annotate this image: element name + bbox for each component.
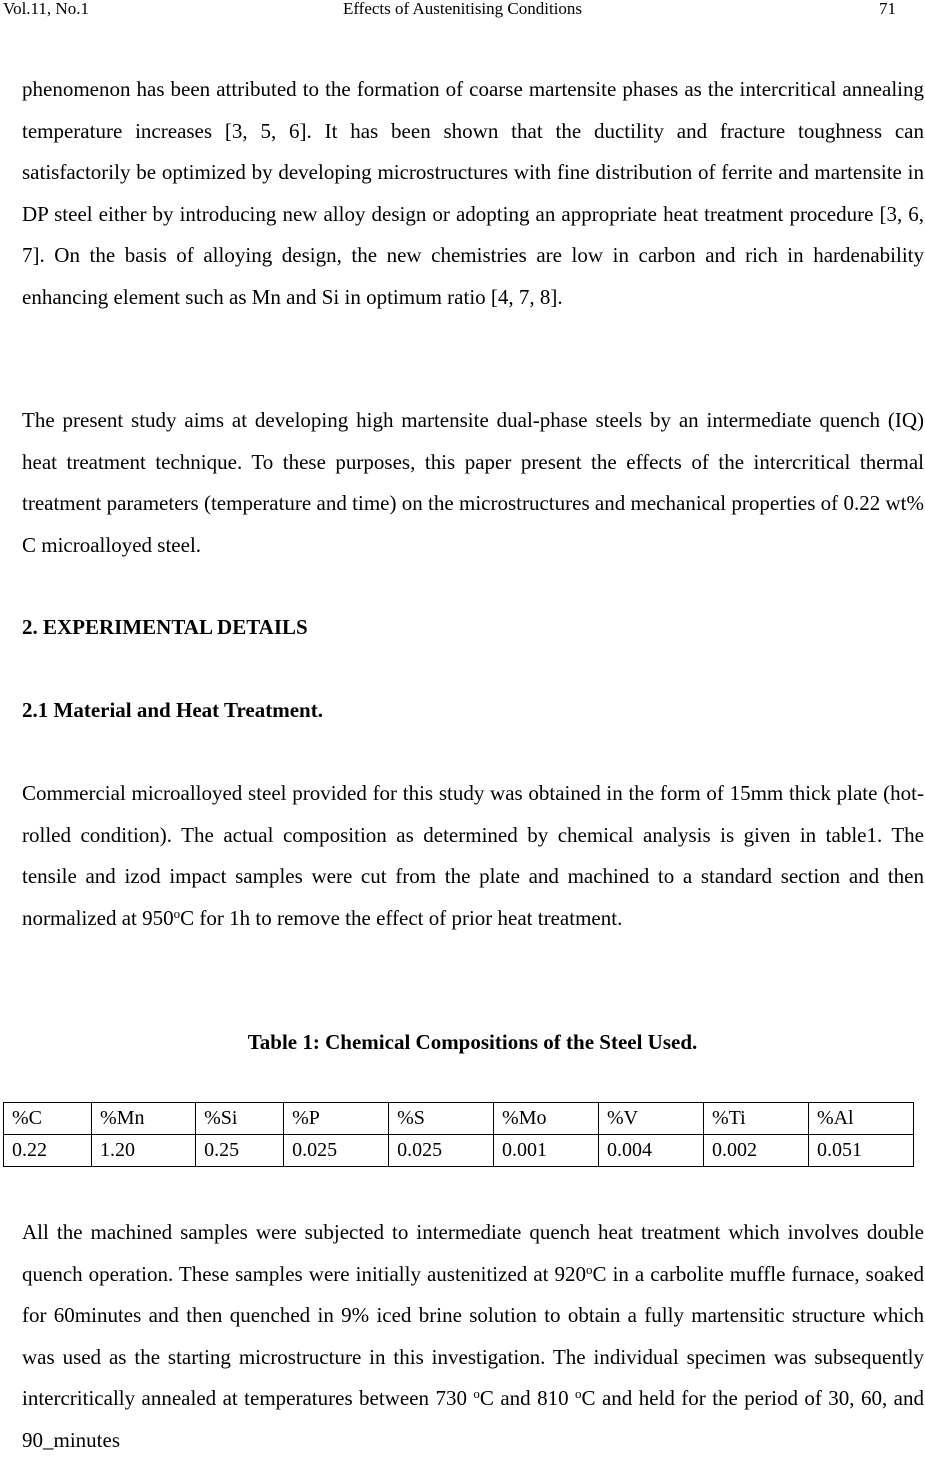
page-number: 71 (879, 0, 896, 18)
paragraph-3-text-b: C for 1h to remove the effect of prior heat treatment. (180, 905, 623, 930)
table-cell: 0.25 (196, 1135, 284, 1167)
degree-superscript: o (575, 1386, 582, 1401)
paragraph-2: The present study aims at developing high martensite dual-phase steels by an intermediate quench (IQ) heat treatment technique. To these purposes, this paper present the effects of the intercritical thermal treatment parameters (temperature and time) on the microstructures and mechanical properties of 0.22 wt% C microalloyed steel. (22, 408, 924, 557)
table-header-cell: %Ti (703, 1103, 808, 1135)
degree-superscript: o (586, 1261, 593, 1277)
table-cell: 0.001 (494, 1135, 599, 1167)
paragraph-1: phenomenon has been attributed to the formation of coarse martensite phases as the intercritical annealing temperature increases [3, 5, 6]. It has been shown that the ductility and fracture toughness can satisfactorily be optimized by developing microstructures with fine distribution of ferrite and martensite in DP steel either by introducing new alloy design or adopting an appropriate heat treatment procedure [3, 6, 7]. On the basis of alloying design, the new chemistries are low in carbon and rich in hardenability enhancing element such as Mn and Si in optimum ratio [4, 7, 8]. (22, 77, 924, 309)
running-header (0, 0, 925, 22)
table-cell: 0.025 (389, 1135, 494, 1167)
degree-superscript: o (173, 905, 181, 921)
section-heading-block (22, 607, 924, 649)
table-row (4, 1135, 914, 1167)
paragraph-4-text-a: All the machined samples were subjected to intermediate quench heat treatment which involves double quench operation. These samples were initially austenitized at 920 (22, 1220, 924, 1286)
table-header-cell: %Al (808, 1103, 913, 1135)
paragraph-3 (22, 773, 924, 939)
paragraph-4 (22, 1212, 924, 1461)
subsection-heading-block (22, 690, 924, 732)
table-cell: 0.22 (4, 1135, 92, 1167)
paragraph-4-text-b: C in a carbolite muffle furnace, soaked for 60minutes and then quenched in 9% iced brine solution to obtain a fully martensitic structure which was used as the starting microstructure in this investigation. The individual specimen was subsequently intercritically annealed at temperatures between 730 (22, 1261, 924, 1410)
table-cell: 0.004 (599, 1135, 704, 1167)
degree-superscript: o (473, 1386, 480, 1401)
paragraph-3-block (22, 773, 924, 939)
running-title: Effects of Austenitising Conditions (342, 0, 583, 18)
paragraph-2-block (22, 400, 924, 566)
table-cell: 0.002 (703, 1135, 808, 1167)
journal-volume: Vol.11, No.1 (3, 0, 89, 18)
table-header-cell: %S (389, 1103, 494, 1135)
table-cell: 0.025 (284, 1135, 389, 1167)
table-header-cell: %Mo (494, 1103, 599, 1135)
chemical-composition-table (3, 1102, 914, 1167)
paragraph-1-block (22, 69, 924, 318)
paragraph-4-text-c: C and 810 (479, 1386, 576, 1410)
paragraph-4-text-d: C and held for the period of 30, 60, and 90_minutes (22, 1386, 924, 1452)
table-header-row (4, 1103, 914, 1135)
subsection-heading: 2.1 Material and Heat Treatment. (22, 698, 323, 722)
paragraph-3-text-a: Commercial microalloyed steel provided for this study was obtained in the form of 15mm thick plate (hot-rolled condition). The actual composition as determined by chemical analysis is given in table1. The tensile and izod impact samples were cut from the plate and machined to a standard section and then normalized at 950 (22, 781, 924, 930)
table-header-cell: %Mn (92, 1103, 196, 1135)
table-header-cell: %C (4, 1103, 92, 1135)
table-header-cell: %P (284, 1103, 389, 1135)
table-header-cell: %V (599, 1103, 704, 1135)
table-cell: 1.20 (92, 1135, 196, 1167)
table-header-cell: %Si (196, 1103, 284, 1135)
section-heading: 2. EXPERIMENTAL DETAILS (22, 615, 308, 639)
table-caption: Table 1: Chemical Compositions of the Steel Used. (247, 1030, 698, 1054)
table-cell: 0.051 (808, 1135, 913, 1167)
paragraph-4-block (22, 1212, 924, 1461)
